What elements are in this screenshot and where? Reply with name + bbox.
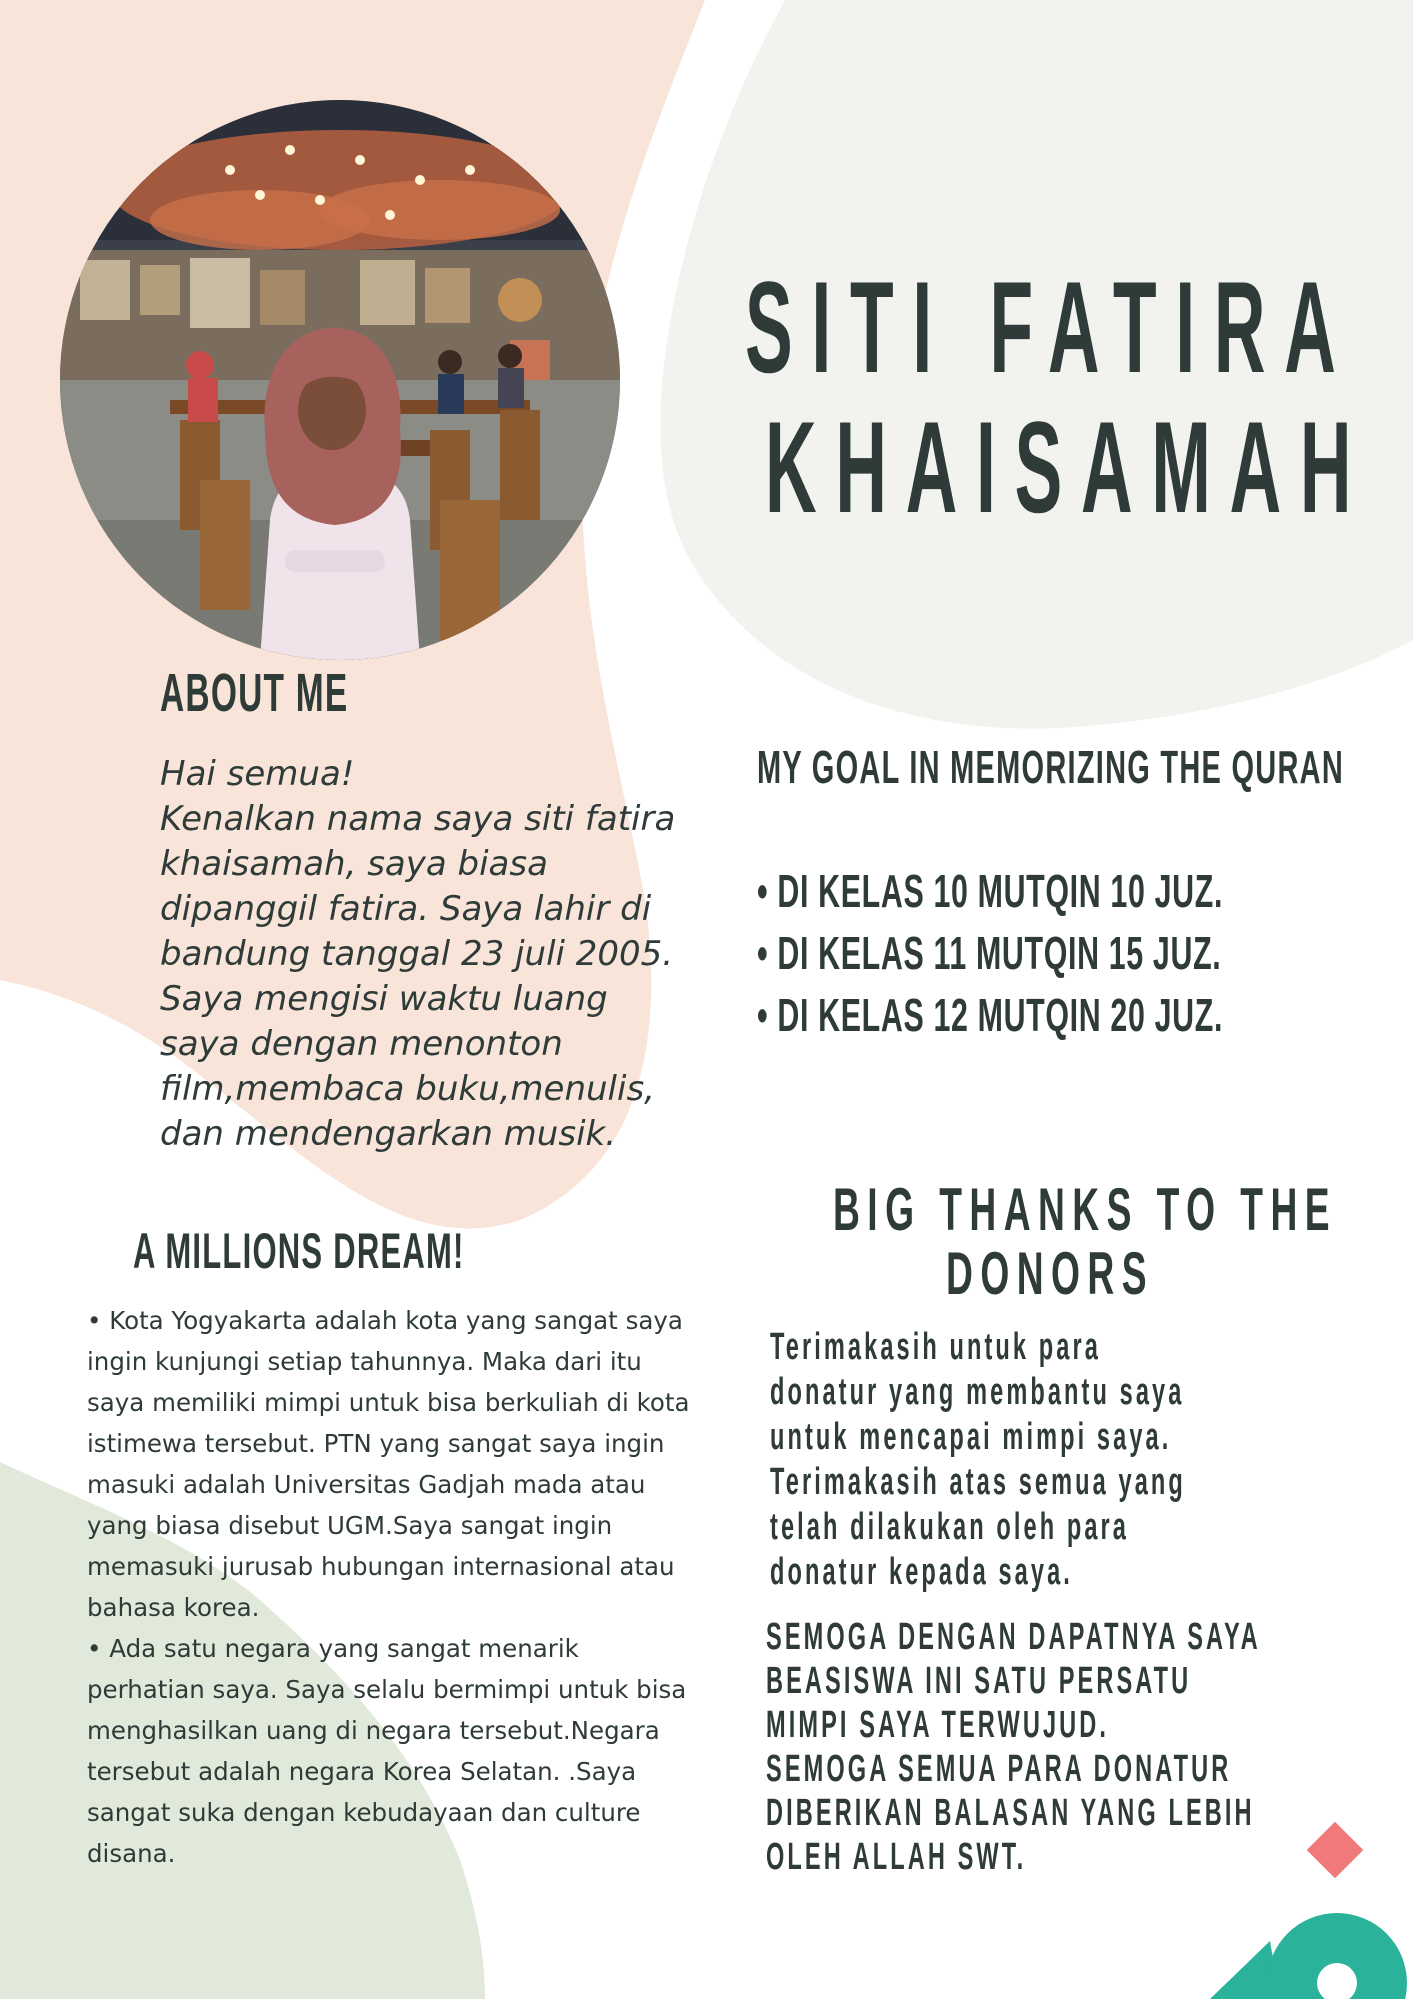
thanks-text [770, 1325, 1413, 1595]
thanks-line: donatur kepada saya. [770, 1551, 1073, 1593]
name-line-2: KHAISAMAH [765, 394, 1371, 540]
goal-item: • DI KELAS 10 MUTQIN 10 JUZ. [757, 865, 1224, 917]
wish-line: DIBERIKAN BALASAN YANG LEBIH [766, 1792, 1255, 1834]
profile-photo [60, 100, 620, 660]
thanks-heading-line-2: DONORS [946, 1240, 1154, 1307]
about-heading: ABOUT ME [160, 663, 349, 723]
goal-item: • DI KELAS 12 MUTQIN 20 JUZ. [757, 989, 1224, 1041]
thanks-line: donatur yang membantu saya [770, 1371, 1185, 1413]
coral-diamond-shape [1300, 1815, 1370, 1885]
dream-heading: A MILLIONS DREAM! [133, 1223, 465, 1279]
thanks-heading [700, 1178, 1400, 1306]
dream-paragraph: • Kota Yogyakarta adalah kota yang sangat saya ingin kunjungi setiap tahunnya. Maka dari itu saya memiliki mimpi untuk bisa berkuliah di kota istimewa tersebut. PTN yang sangat saya ingin masuki adalah Universitas Gadjah mada atau yang biasa disebut UGM.Saya sangat ingin memasuki jurusab hubungan internasional atau bahasa korea. [87, 1306, 690, 1622]
thanks-heading-line-1: BIG THANKS TO THE [833, 1176, 1338, 1243]
name-line-1: SITI FATIRA [745, 254, 1355, 400]
wish-line: SEMOGA SEMUA PARA DONATUR [766, 1748, 1232, 1790]
dream-text [87, 1300, 697, 1874]
thanks-line: untuk mencapai mimpi saya. [770, 1416, 1172, 1458]
wish-line: MIMPI SAYA TERWUJUD. [766, 1704, 1110, 1746]
thanks-line: Terimakasih atas semua yang [770, 1461, 1186, 1503]
goal-heading: MY GOAL IN MEMORIZING THE QURAN [757, 741, 1345, 793]
wish-line: SEMOGA DENGAN DAPATNYA SAYA [766, 1616, 1261, 1658]
goal-item: • DI KELAS 11 MUTQIN 15 JUZ. [757, 927, 1222, 979]
wish-line: BEASISWA INI SATU PERSATU [766, 1660, 1192, 1702]
about-paragraph: Kenalkan nama saya siti fatira khaisamah, saya biasa dipanggil fatira. Saya lahir di bandung tanggal 23 juli 2005. Saya mengisi waktu luang saya dengan menonton film,membaca buku,menulis, dan mendengarkan musik. [160, 799, 676, 1154]
about-text [160, 752, 680, 1157]
about-greeting: Hai semua! [160, 754, 355, 794]
thanks-line: Terimakasih untuk para [770, 1326, 1101, 1368]
wish-line: OLEH ALLAH SWT. [766, 1836, 1027, 1878]
teal-corner-shape [1210, 1885, 1413, 1999]
dream-paragraph: • Ada satu negara yang sangat menarik perhatian saya. Saya selalu bermimpi untuk bisa menghasilkan uang di negara tersebut.Negara tersebut adalah negara Korea Selatan. .Saya sangat suka dengan kebudayaan dan culture disana. [87, 1634, 687, 1868]
goal-list [757, 860, 1413, 1046]
thanks-line: telah dilakukan oleh para [770, 1506, 1130, 1548]
